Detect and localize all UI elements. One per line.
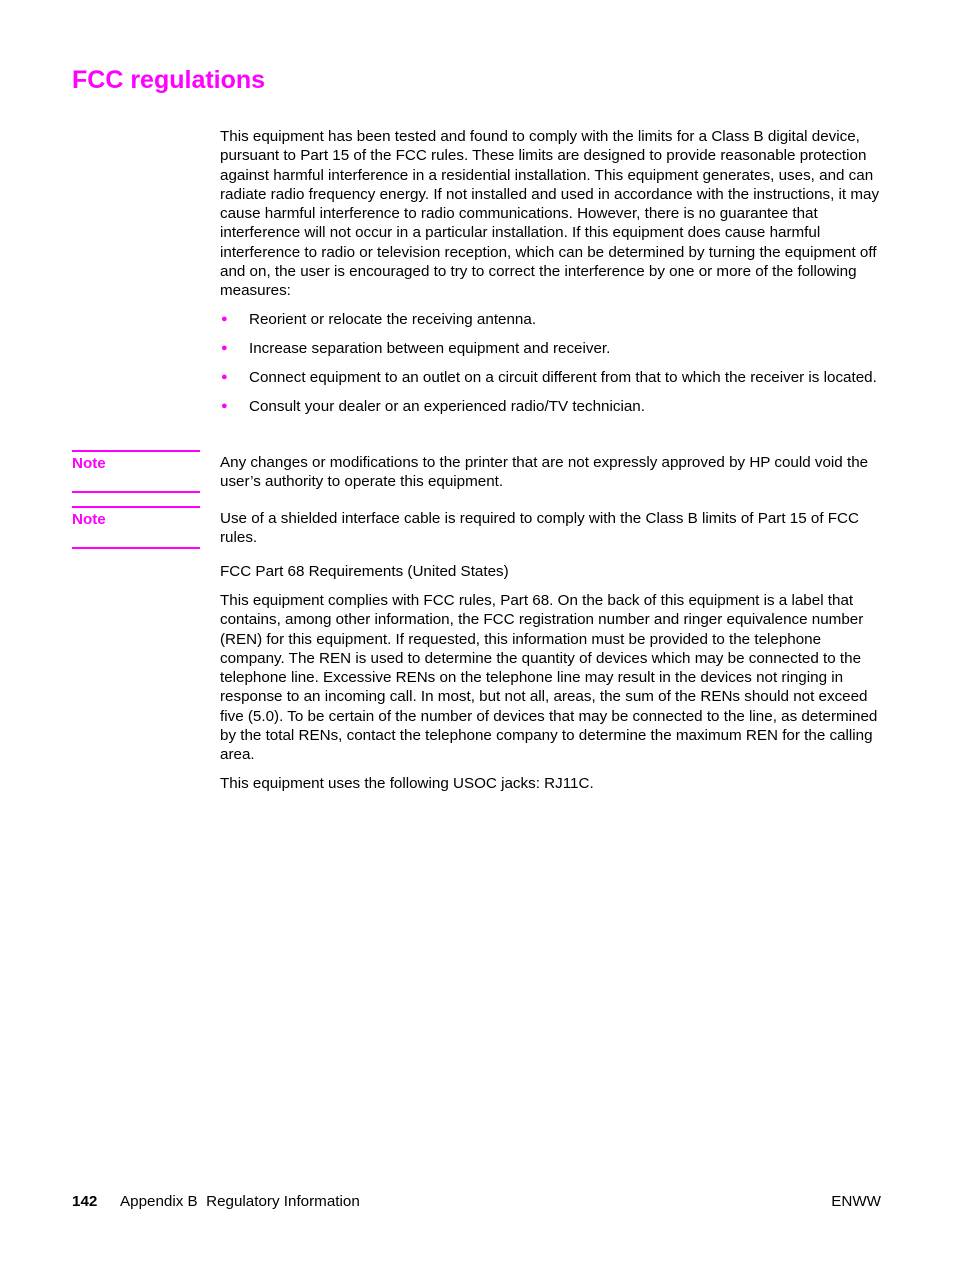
list-item	[220, 397, 885, 416]
bullet-list	[220, 310, 885, 426]
note-top-rule	[72, 506, 200, 508]
note-text: Use of a shielded interface cable is required to comply with the Class B limits of Part 15 of FCC rules.	[220, 510, 859, 547]
list-item-text: Consult your dealer or an experienced radio/TV technician.	[249, 397, 645, 415]
footer-section-title: Appendix B Regulatory Information	[120, 1193, 360, 1210]
note-bottom-rule	[72, 491, 200, 493]
intro-paragraph: This equipment has been tested and found to comply with the limits for a Class B digital device, pursuant to Part 15 of the FCC rules. These limits are designed to provide reasonable protection against harmful interference in a residential installation. This equipment generates, uses, and can radiate radio frequency energy. If not installed and used in accordance with the instructions, it may cause harmful interference to radio communications. However, there is no guarantee that interference will not occur in a particular installation. If this equipment does cause harmful interference to radio or television reception, which can be determined by turning the equipment off and on, the user is encouraged to try to correct the interference by one or more of the following measures:	[220, 128, 880, 300]
footer-right-label: ENWW	[831, 1193, 881, 1210]
bullet-icon: ●	[221, 341, 228, 354]
bullet-icon: ●	[221, 313, 228, 325]
part68-heading: FCC Part 68 Requirements (United States)	[220, 563, 509, 580]
list-item-text: Reorient or relocate the receiving antenna.	[249, 311, 537, 328]
footer-page-number: 142	[72, 1193, 98, 1210]
page-title: FCC regulations	[72, 66, 266, 94]
list-item	[220, 339, 885, 358]
list-item	[220, 310, 885, 329]
note-bottom-rule	[72, 547, 200, 549]
list-item-text: Increase separation between equipment and receiver.	[249, 339, 611, 357]
note-text: Any changes or modifications to the printer that are not expressly approved by HP could void the user’s authority to operate this equipment.	[220, 454, 869, 491]
note-label: Note	[72, 511, 106, 528]
bullet-icon: ●	[221, 370, 228, 383]
bullet-icon: ●	[221, 399, 228, 412]
list-item-text: Connect equipment to an outlet on a circuit different from that to which the receiver is located.	[249, 368, 877, 386]
note-top-rule	[72, 450, 200, 452]
note-label: Note	[72, 455, 106, 472]
list-item	[220, 368, 885, 387]
part68-paragraph: This equipment complies with FCC rules, Part 68. On the back of this equipment is a label that contains, among other information, the FCC registration number and ringer equivalence number (REN) for this equipment. If requested, this information must be provided to the telephone company. The REN is used to determine the quantity of devices which may be connected to the telephone line. Excessive RENs on the telephone line may result in the devices not ringing in response to an incoming call. In most, but not all, areas, the sum of the RENs should not exceed five (5.0). To be certain of the number of devices that may be connected to the line, as determined by the total RENs, contact the telephone company to determine the maximum REN for the calling area.	[220, 592, 878, 764]
usoc-paragraph: This equipment uses the following USOC jacks: RJ11C.	[220, 775, 594, 792]
